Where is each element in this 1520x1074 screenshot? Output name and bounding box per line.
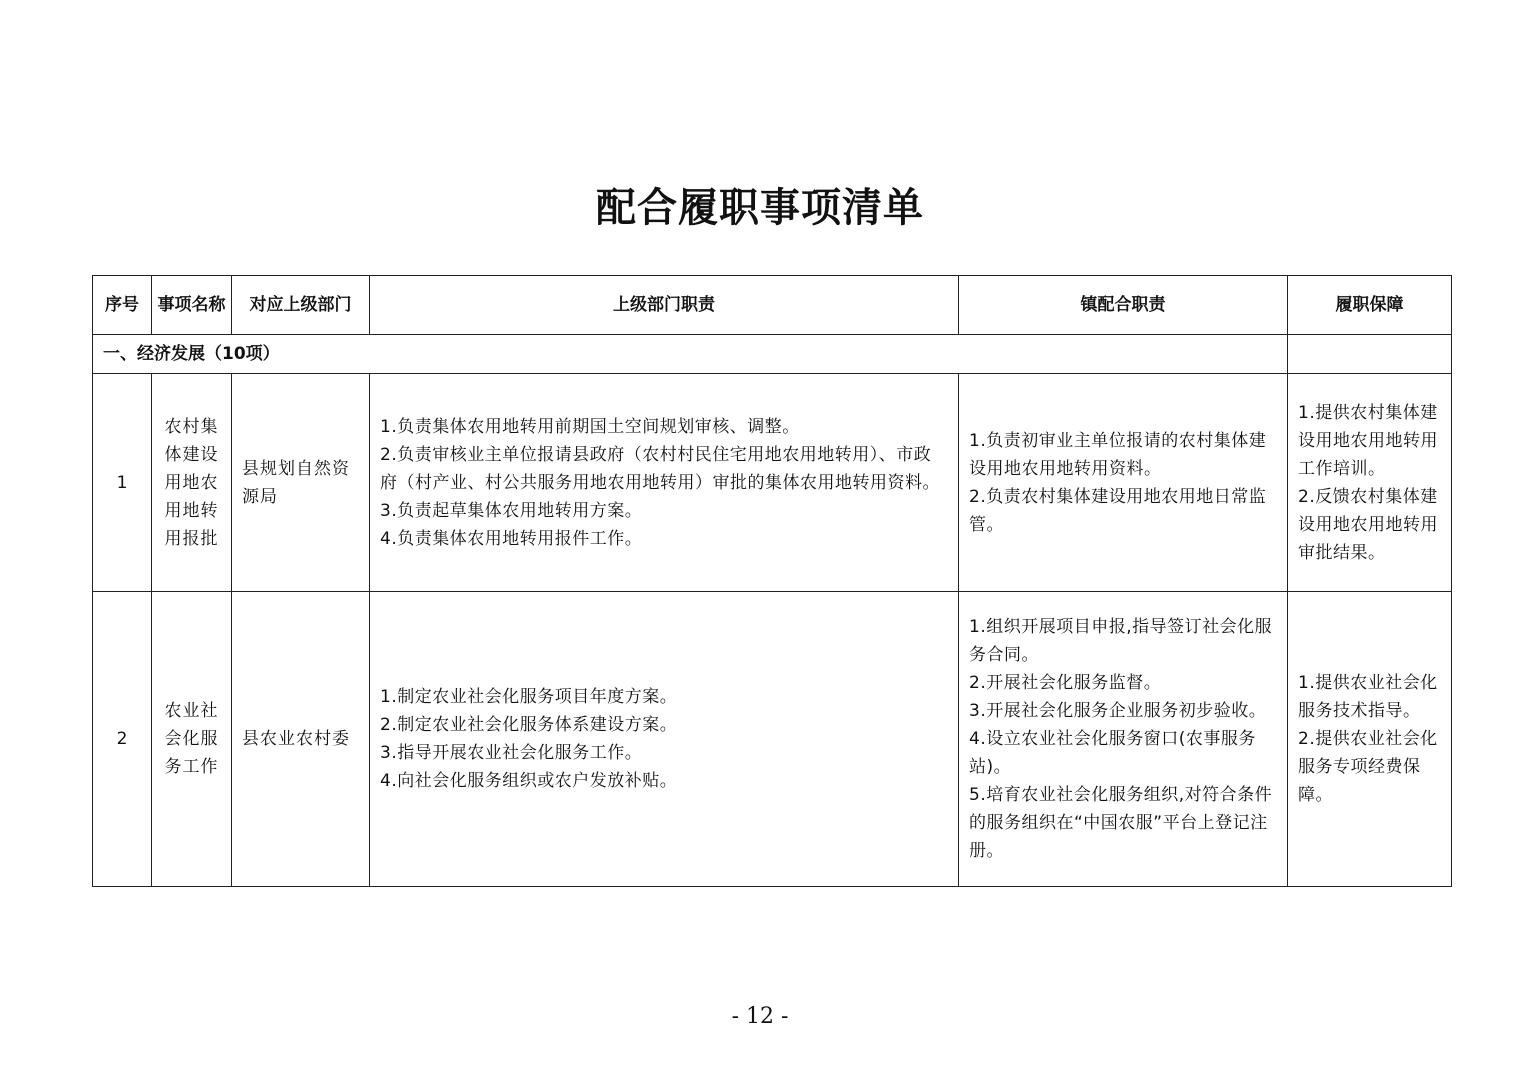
header-upper-dept: 对应上级部门 bbox=[232, 276, 370, 335]
table-row bbox=[93, 592, 1452, 887]
page-number: - 12 - bbox=[731, 1004, 789, 1029]
name-line: 务工作 bbox=[164, 757, 219, 777]
table-header-row bbox=[93, 276, 1452, 335]
duty-line: 3.开展社会化服务企业服务初步验收。 bbox=[969, 701, 1267, 721]
guarantee-line: 2.反馈农村集体建设用地农用地转用审批结果。 bbox=[1298, 486, 1438, 563]
duty-table bbox=[92, 275, 1452, 887]
duty-line: 4.设立农业社会化服务窗口(农事服务站)。 bbox=[969, 729, 1256, 777]
section-empty-cell bbox=[1288, 335, 1452, 374]
duty-line: 3.负责起草集体农用地转用方案。 bbox=[380, 500, 643, 521]
name-line: 农业社 bbox=[164, 701, 219, 721]
duty-line: 2.制定农业社会化服务体系建设方案。 bbox=[380, 715, 678, 735]
duty-line: 5.培育农业社会化服务组织,对符合条件的服务组织在“中国农服”平台上登记注册。 bbox=[969, 785, 1273, 861]
row-serial: 2 bbox=[93, 592, 152, 887]
name-line: 用地农 bbox=[164, 472, 219, 493]
section-title: 一、经济发展（10项） bbox=[93, 335, 1288, 374]
row-guarantee bbox=[1288, 374, 1452, 592]
duty-line: 2.负责农村集体建设用地农用地日常监管。 bbox=[969, 486, 1267, 535]
duty-line: 2.开展社会化服务监督。 bbox=[969, 673, 1162, 693]
duty-line: 1.制定农业社会化服务项目年度方案。 bbox=[380, 687, 678, 707]
name-line: 体建设 bbox=[164, 444, 219, 465]
name-line: 农村集 bbox=[164, 416, 219, 437]
duty-line: 1.组织开展项目申报,指导签订社会化服务合同。 bbox=[969, 617, 1273, 665]
duty-line: 4.负责集体农用地转用报件工作。 bbox=[380, 528, 643, 549]
guarantee-line: 2.提供农业社会化服务专项经费保障。 bbox=[1298, 729, 1438, 805]
row-upper-duty bbox=[370, 592, 959, 887]
name-line: 用报批 bbox=[164, 528, 219, 549]
header-town-duty: 镇配合职责 bbox=[959, 276, 1288, 335]
name-line: 用地转 bbox=[164, 500, 219, 521]
table-row bbox=[93, 374, 1452, 592]
row-town-duty bbox=[959, 592, 1288, 887]
duty-line: 1.负责初审业主单位报请的农村集体建设用地农用地转用资料。 bbox=[969, 430, 1267, 479]
header-item-name: 事项名称 bbox=[152, 276, 232, 335]
document-title: 配合履职事项清单 bbox=[596, 184, 924, 231]
header-guarantee: 履职保障 bbox=[1288, 276, 1452, 335]
row-upper-duty bbox=[370, 374, 959, 592]
row-item-name bbox=[152, 374, 232, 592]
section-row bbox=[93, 335, 1452, 374]
header-upper-duty: 上级部门职责 bbox=[370, 276, 959, 335]
row-serial: 1 bbox=[93, 374, 152, 592]
guarantee-line: 1.提供农村集体建设用地农用地转用工作培训。 bbox=[1298, 402, 1438, 479]
duty-line: 4.向社会化服务组织或农户发放补贴。 bbox=[380, 771, 678, 791]
duty-line: 1.负责集体农用地转用前期国土空间规划审核、调整。 bbox=[380, 416, 800, 437]
name-line: 会化服 bbox=[164, 729, 219, 749]
duty-line: 3.指导开展农业社会化服务工作。 bbox=[380, 743, 643, 763]
row-upper-dept: 县规划自然资源局 bbox=[232, 374, 370, 592]
header-serial: 序号 bbox=[93, 276, 152, 335]
duty-line: 2.负责审核业主单位报请县政府（农村村民住宅用地农用地转用）、市政府（村产业、村公共服务用地农用地转用）审批的集体农用地转用资料。 bbox=[380, 444, 940, 493]
guarantee-line: 1.提供农业社会化服务技术指导。 bbox=[1298, 673, 1438, 721]
row-upper-dept: 县农业农村委 bbox=[232, 592, 370, 887]
row-guarantee bbox=[1288, 592, 1452, 887]
row-town-duty bbox=[959, 374, 1288, 592]
row-item-name bbox=[152, 592, 232, 887]
